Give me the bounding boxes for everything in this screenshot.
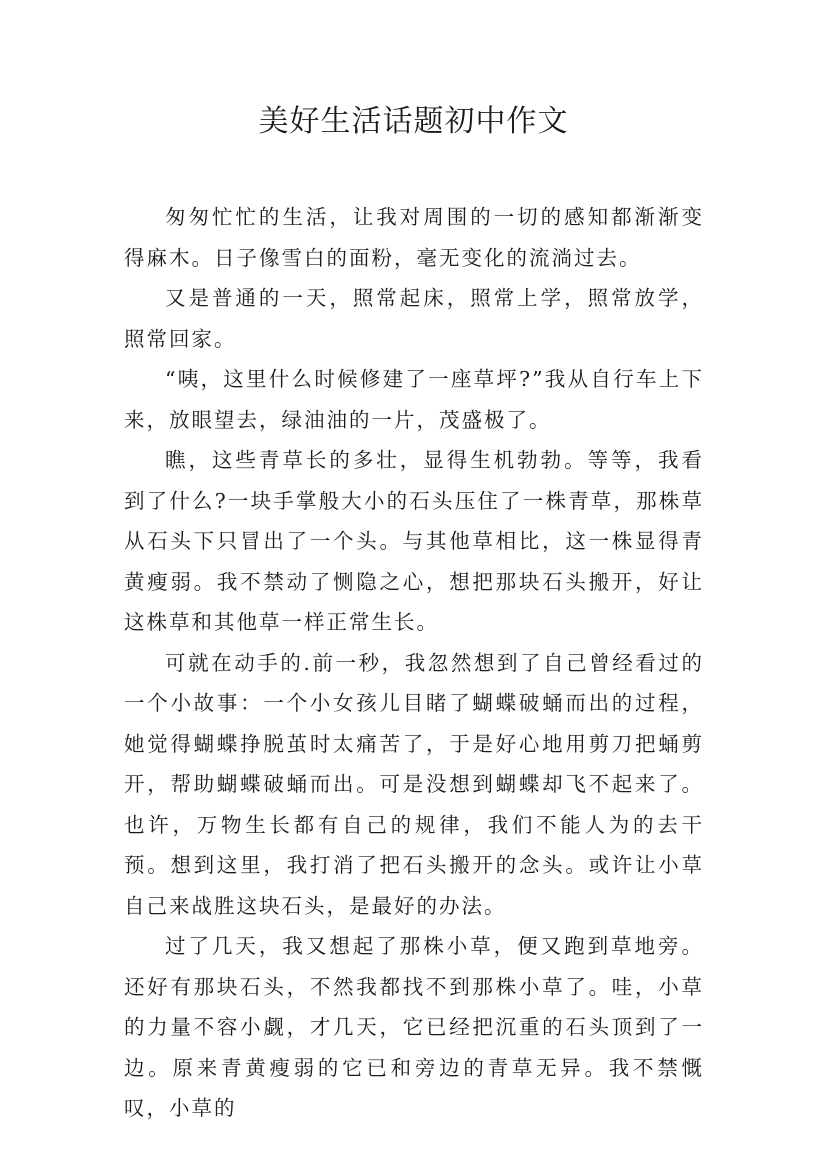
- paragraph: 过了几天，我又想起了那株小草，便又跑到草地旁。还好有那块石头，不然我都找不到那株小草了。哇，小草的力量不容小觑，才几天，它已经把沉重的石头顶到了一边。原来青黄瘦弱的它已和旁边的青草无异。我不禁慨叹，小草的: [124, 934, 704, 1120]
- document-body: [124, 197, 704, 1129]
- paragraph: 又是普通的一天，照常起床，照常上学，照常放学，照常回家。: [124, 286, 704, 351]
- paragraph: “咦，这里什么时候修建了一座草坪?”我从自行车上下来，放眼望去，绿油油的一片，茂盛极了。: [124, 367, 704, 432]
- paragraph: 匆匆忙忙的生活，让我对周围的一切的感知都渐渐变得麻木。日子像雪白的面粉，毫无变化的流淌过去。: [124, 205, 704, 270]
- document-title: 美好生活话题初中作文: [258, 104, 569, 139]
- paragraph: 可就在动手的.前一秒，我忽然想到了自己曾经看过的一个小故事：一个小女孩儿目睹了蝴蝶破蛹而出的过程，她觉得蝴蝶挣脱茧时太痛苦了，于是好心地用剪刀把蛹剪开，帮助蝴蝶破蛹而出。可是没想到蝴蝶却飞不起来了。也许，万物生长都有自己的规律，我们不能人为的去干预。想到这里，我打消了把石头搬开的念头。或许让小草自己来战胜这块石头，是最好的办法。: [124, 650, 704, 918]
- paragraph: 瞧，这些青草长的多壮，显得生机勃勃。等等，我看到了什么?一块手掌般大小的石头压住了一株青草，那株草从石头下只冒出了一个头。与其他草相比，这一株显得青黄瘦弱。我不禁动了恻隐之心，想把那块石头搬开，好让这株草和其他草一样正常生长。: [124, 448, 704, 634]
